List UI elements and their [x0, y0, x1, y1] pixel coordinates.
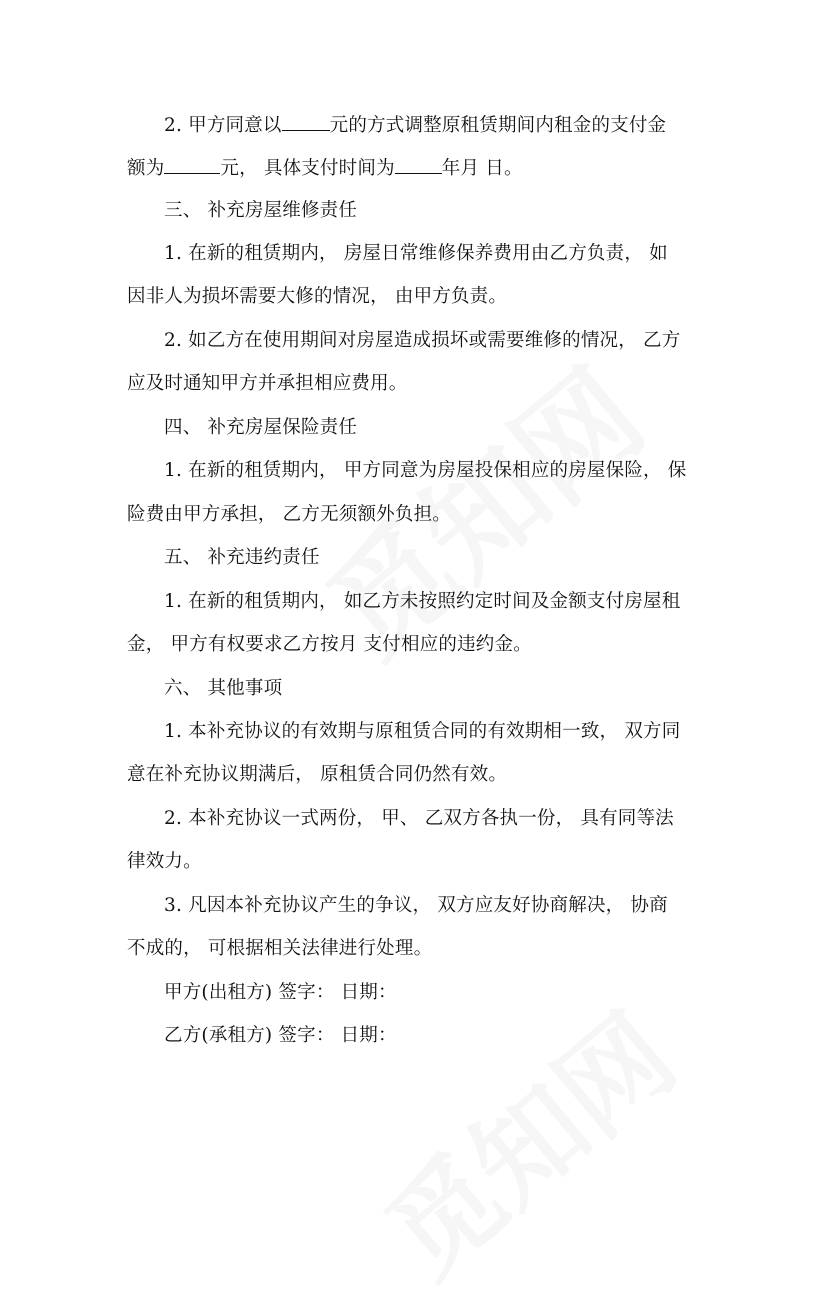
clause-2-line-1 — [164, 112, 724, 138]
section-5-heading: 五、 补充违约责任 — [164, 547, 320, 568]
section-6-item-1-line-1: 1. 本补充协议的有效期与原租赁合同的有效期相一致， 双方同 — [164, 721, 681, 742]
clause-2-text-a: 2. 甲方同意以 — [164, 115, 282, 136]
clause-2-text-c: 额为 — [127, 158, 165, 179]
watermark-text — [348, 972, 702, 1305]
section-3-item-1-line-1: 1. 在新的租赁期内， 房屋日常维修保养费用由乙方负责， 如 — [164, 243, 668, 264]
blank-amount-field — [164, 155, 220, 174]
clause-2-text-e: 年月 日。 — [441, 158, 523, 179]
signature-party-a: 甲方(出租方) 签字： 日期： — [164, 982, 397, 1003]
section-4-item-1-line-2: 险费由甲方承担， 乙方无须额外负担。 — [127, 504, 451, 525]
section-3-item-2-line-2: 应及时通知甲方并承担相应费用。 — [127, 373, 408, 394]
section-6-heading: 六、 其他事项 — [164, 678, 283, 699]
clause-2-line-2 — [127, 155, 717, 181]
section-5-item-1-line-1: 1. 在新的租赁期内， 如乙方未按照约定时间及金额支付房屋租 — [164, 591, 681, 612]
section-6-item-2-line-1: 2. 本补充协议一式两份， 甲、 乙双方各执一份， 具有同等法 — [164, 808, 674, 829]
section-5-item-1-line-2: 金， 甲方有权要求乙方按月 支付相应的违约金。 — [127, 634, 532, 655]
section-6-item-3-line-2: 不成的， 可根据相关法律进行处理。 — [127, 938, 433, 959]
clause-2-text-d: 元， 具体支付时间为 — [220, 158, 395, 179]
blank-date-field — [395, 155, 442, 174]
signature-party-b: 乙方(承租方) 签字： 日期： — [164, 1025, 397, 1046]
section-6-item-3-line-1: 3. 凡因本补充协议产生的争议， 双方应友好协商解决， 协商 — [164, 895, 668, 916]
section-3-item-1-line-2: 因非人为损坏需要大修的情况， 由甲方负责。 — [127, 286, 508, 307]
clause-2-text-b: 元的方式调整原租赁期间内租金的支付金 — [329, 115, 667, 136]
section-3-item-2-line-1: 2. 如乙方在使用期间对房屋造成损坏或需要维修的情况， 乙方 — [164, 330, 681, 351]
section-4-item-1-line-1: 1. 在新的租赁期内， 甲方同意为房屋投保相应的房屋保险， 保 — [164, 460, 687, 481]
section-6-item-1-line-2: 意在补充协议期满后， 原租赁合同仍然有效。 — [127, 764, 508, 785]
section-4-heading: 四、 补充房屋保险责任 — [164, 417, 358, 438]
section-3-heading: 三、 补充房屋维修责任 — [164, 200, 358, 221]
section-6-item-2-line-2: 律效力。 — [127, 851, 202, 872]
blank-amount-field — [282, 112, 330, 131]
